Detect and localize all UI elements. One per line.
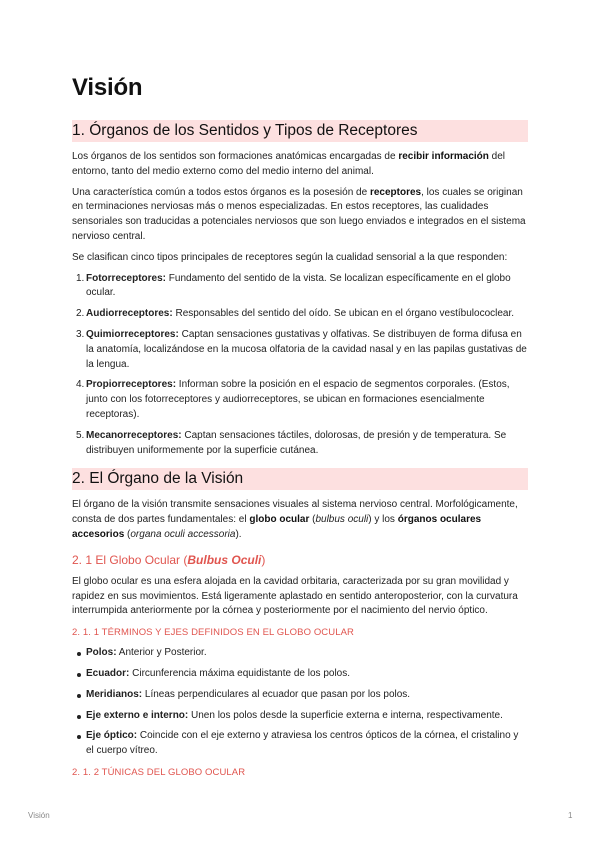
list-number: 4. <box>76 379 85 391</box>
term-item <box>72 667 528 682</box>
bold-text: órganos oculares accesorios <box>72 514 482 540</box>
term-name: Meridianos: <box>86 688 143 700</box>
bold-text: receptores <box>369 186 422 198</box>
text: Una característica común a todos estos órganos es la posesión de <box>72 186 370 198</box>
text: El órgano de la visión transmite sensaciones visuales al sistema nervioso central. Morfológicamente, consta de dos partes fundamentales: el <box>72 499 518 526</box>
document-page <box>72 68 528 786</box>
text: del entorno, tanto del medio externo como del medio interno del animal. <box>72 151 506 177</box>
subsection-2-1-1-heading: 2. 1. 1 TÉRMINOS Y EJES DEFINIDOS EN EL GLOBO OCULAR <box>72 627 355 639</box>
receptor-desc: Fundamento del sentido de la vista. Se localizan específicamente en el globo ocular. <box>86 272 511 299</box>
bullet-icon <box>77 715 81 719</box>
term-name: Polos: <box>86 647 117 659</box>
term-name: Ecuador: <box>86 667 130 679</box>
list-number: 2. <box>76 308 85 320</box>
term-desc: Circunferencia máxima equidistante de los polos. <box>129 667 351 679</box>
text: ( <box>124 528 131 540</box>
receptor-term: Fotorreceptores: <box>86 272 167 284</box>
text: ) y los <box>368 514 398 526</box>
term-item <box>72 709 528 724</box>
list-number: 3. <box>76 328 85 340</box>
bold-text: globo ocular <box>249 514 310 526</box>
section-2-paragraph-1 <box>72 498 528 542</box>
term-item <box>72 729 528 759</box>
terms-list <box>72 646 528 759</box>
receptor-item <box>72 272 528 302</box>
receptor-item <box>72 429 528 459</box>
list-number: 1. <box>76 272 85 284</box>
receptor-desc: Captan sensaciones táctiles, dolorosas, de presión y de temperatura. Se distribuyen uniformemente por la superficie cutánea. <box>86 429 507 456</box>
bullet-icon <box>77 673 81 677</box>
bold-text: recibir información <box>398 151 489 162</box>
term-item <box>72 688 528 703</box>
receptor-desc: Captan sensaciones gustativas y olfativas. Se distribuyen de forma difusa en la anatomía, localizándose en la mucosa olfatoria de la cavidad nasal y en las papilas gustativas de la lengua. <box>86 328 527 370</box>
document-title: Visión <box>72 74 143 101</box>
bullet-icon <box>77 694 81 698</box>
text: Los órganos de los sentidos son formaciones anatómicas encargadas de <box>72 151 399 162</box>
list-number: 5. <box>76 429 85 441</box>
receptor-item <box>72 378 528 422</box>
term-desc: Coincide con el eje externo y atraviesa los centros ópticos de la córnea, el cristalino y el cuerpo vítreo. <box>86 730 519 757</box>
receptor-item <box>72 328 528 372</box>
receptor-desc: Informan sobre la posición en el espacio de segmentos corporales. (Estos, junto con los fotorreceptores y audiorreceptores, se ubican en formaciones esencialmente receptoras). <box>86 379 510 420</box>
receptor-term: Propiorreceptores: <box>86 379 177 391</box>
footer-title: Visión <box>28 811 50 820</box>
bullet-icon <box>77 735 81 739</box>
text: , los cuales se originan en terminaciones nerviosas más o menos especializadas. En estos receptores, las cualidades sensoriales son traducidas a potenciales nerviosos que son luego enviados e integrados en el sistema nervioso central. <box>72 186 526 242</box>
italic-text: bulbus oculi <box>315 514 369 526</box>
term-name: Eje óptico: <box>86 730 138 742</box>
text: ( <box>309 514 316 526</box>
term-desc: Líneas perpendiculares al ecuador que pasan por los polos. <box>142 688 411 700</box>
term-item <box>72 646 528 661</box>
text: 2. 1 El Globo Ocular ( <box>72 552 188 567</box>
receptor-item <box>72 307 528 322</box>
section-2-heading: 2. El Órgano de la Visión <box>72 468 528 490</box>
text: ) <box>261 552 266 567</box>
page-number: 1 <box>568 811 573 820</box>
section-1-paragraph-1 <box>72 150 528 180</box>
section-1-paragraph-3: Se clasifican cinco tipos principales de receptores según la cualidad sensorial a la que responden: <box>72 251 508 263</box>
italic-text: Bulbus Oculi <box>187 552 262 567</box>
receptor-term: Quimiorreceptores: <box>86 328 179 340</box>
italic-text: organa oculi accessoria <box>130 528 236 540</box>
term-desc: Unen los polos desde la superficie externa e interna, respectivamente. <box>188 709 503 721</box>
section-1-heading: 1. Órganos de los Sentidos y Tipos de Receptores <box>72 120 528 142</box>
receptor-term: Audiorreceptores: <box>86 308 173 320</box>
receptor-term: Mecanorreceptores: <box>86 429 182 441</box>
subsection-2-1-heading <box>72 553 528 567</box>
receptor-list <box>72 272 528 459</box>
term-name: Eje externo e interno: <box>86 709 189 721</box>
section-1-paragraph-2 <box>72 186 528 245</box>
receptor-desc: Responsables del sentido del oído. Se ubican en el órgano vestíbulococlear. <box>172 308 515 320</box>
bullet-icon <box>77 652 81 656</box>
subsection-2-1-paragraph: El globo ocular es una esfera alojada en la cavidad orbitaria, caracterizada por su gran movilidad y rapidez en sus movimientos. Está ligeramente aplastado en sentido anteroposterior, con la curvatura interrumpida anteriormente por la córnea y posteriormente por el nacimiento del nervio óptico. <box>72 575 518 617</box>
term-desc: Anterior y Posterior. <box>116 647 207 659</box>
text: ). <box>235 528 242 540</box>
subsection-2-1-2-heading: 2. 1. 2 TÚNICAS DEL GLOBO OCULAR <box>72 766 246 778</box>
